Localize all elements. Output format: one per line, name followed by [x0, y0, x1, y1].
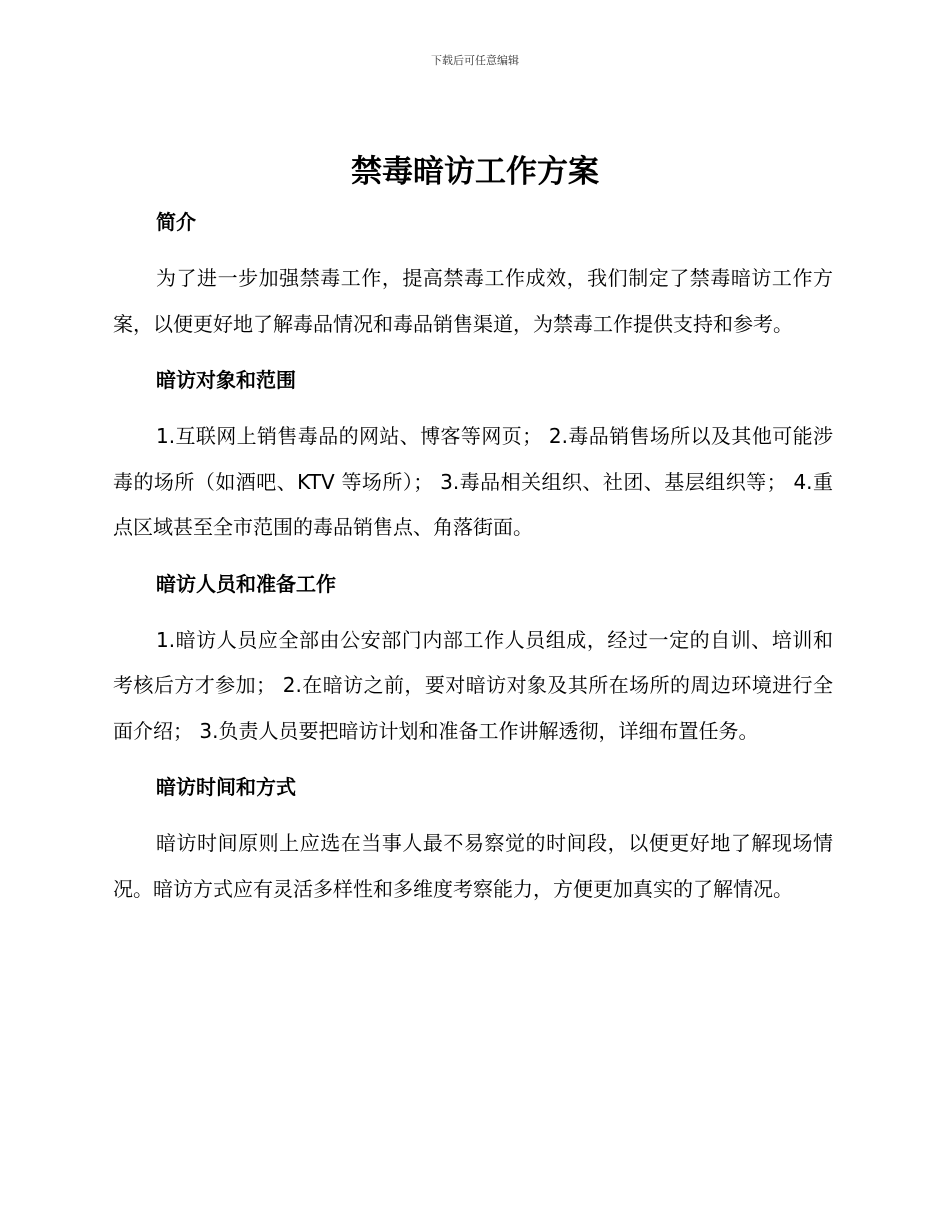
section-time-method: [113, 767, 833, 912]
page-header-note: 下载后可任意编辑: [431, 54, 519, 67]
section-targets-scope: [113, 360, 833, 551]
section-paragraph: 为了进一步加强禁毒工作，提高禁毒工作成效，我们制定了禁毒暗访工作方案，以便更好地了解毒品情况和毒品销售渠道，为禁毒工作提供支持和参考。: [113, 266, 833, 336]
section-heading: 简介: [156, 210, 196, 234]
section-heading: 暗访人员和准备工作: [156, 571, 336, 596]
section-personnel-preparation: [113, 564, 833, 755]
section-heading: 暗访时间和方式: [156, 775, 296, 799]
section-intro: [113, 202, 833, 347]
document-title: 禁毒暗访工作方案: [351, 154, 599, 190]
section-paragraph: 暗访时间原则上应选在当事人最不易察觉的时间段，以便更好地了解现场情况。暗访方式应有灵活多样性和多维度考察能力，方便更加真实的了解情况。: [113, 831, 833, 901]
section-heading: 暗访对象和范围: [156, 368, 296, 392]
section-paragraph: 1.互联网上销售毒品的网站、博客等网页； 2.毒品销售场所以及其他可能涉毒的场所（如酒吧、KTV 等场所）； 3.毒品相关组织、社团、基层组织等； 4.重点区域甚至全市范围的毒品销售点、角落街面。: [113, 424, 833, 539]
document-body: [113, 202, 833, 925]
section-paragraph: 1.暗访人员应全部由公安部门内部工作人员组成，经过一定的自训、培训和考核后方才参加； 2.在暗访之前，要对暗访对象及其所在场所的周边环境进行全面介绍； 3.负责人员要把暗访计划和准备工作讲解透彻，详细布置任务。: [113, 627, 833, 743]
